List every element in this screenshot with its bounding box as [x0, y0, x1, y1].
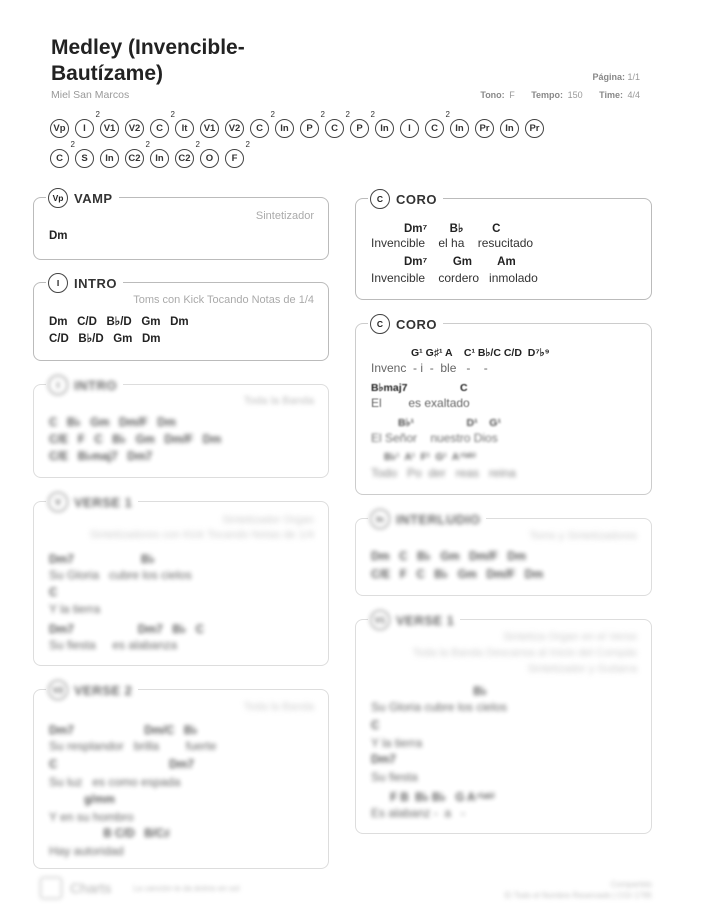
lyric-line: Invenc - i - ble - -	[371, 361, 488, 375]
lyric-line: Su resplandor brilla fuerte	[49, 739, 217, 753]
structure-bubble[interactable]	[100, 118, 119, 138]
structure-bubble[interactable]	[500, 118, 519, 138]
structure-bubble[interactable]	[50, 118, 69, 138]
repeat-count: 2	[345, 110, 350, 119]
structure-bubble[interactable]	[150, 110, 175, 138]
structure-label: It	[175, 119, 194, 138]
section-header	[46, 680, 138, 700]
chord-line: Dm7 Dm/C B♭	[49, 725, 198, 737]
structure-bubble[interactable]	[275, 118, 294, 138]
lyric-line: Su Gloria cubre los cielos	[371, 700, 508, 714]
structure-bubble[interactable]	[200, 118, 219, 138]
section-title: VERSE 1	[74, 494, 133, 510]
structure-bubble[interactable]	[300, 110, 325, 138]
chord-line: B♭¹ A¹ F¹ G¹ A⁷⁽ᵃᵇ⁾	[384, 452, 476, 463]
lyric-line: El Señor nuestro Dios	[371, 431, 498, 445]
section-note: Sintetizador Organ	[222, 514, 314, 526]
section-note: Toda la Banda	[243, 395, 314, 407]
structure-bubble[interactable]	[400, 118, 419, 138]
section-title: INTRO	[74, 275, 117, 291]
structure-label: In	[150, 149, 169, 168]
structure-label: In	[100, 149, 119, 168]
section-vamp[interactable]	[33, 190, 329, 260]
structure-bubble[interactable]	[250, 110, 275, 138]
chord-line: C	[49, 587, 58, 599]
structure-label: C	[150, 119, 169, 138]
key-label: Tono:	[480, 90, 505, 100]
page-label: Página:	[592, 72, 625, 82]
structure-label: F	[225, 149, 244, 168]
structure-label: V2	[125, 119, 144, 138]
section-coro[interactable]	[355, 191, 652, 300]
section-intro-full[interactable]	[33, 377, 329, 478]
structure-label: C	[325, 119, 344, 138]
chord-line: C	[371, 720, 380, 732]
structure-label: O	[200, 149, 219, 168]
repeat-count: 2	[320, 110, 325, 119]
structure-label: V1	[100, 119, 119, 138]
chord-line: Dm C B♭ Gm Dm/F Dm	[371, 551, 526, 563]
structure-bubble[interactable]	[175, 140, 200, 168]
section-note: Sintetizador	[255, 210, 314, 222]
section-intro[interactable]	[33, 275, 329, 361]
structure-label: V1	[200, 119, 219, 138]
song-structure	[50, 110, 650, 170]
section-verse-2[interactable]	[33, 682, 329, 869]
section-badge: C	[370, 189, 390, 209]
structure-bubble[interactable]	[425, 110, 450, 138]
structure-bubble[interactable]	[325, 110, 350, 138]
section-note: Sintetizadores con Kick Tocando Notas de 1/4	[89, 529, 314, 541]
chord-line: C Dm7	[49, 759, 195, 771]
chord-line: B♭maj7 C	[371, 382, 468, 394]
footer-brand: Charts	[70, 880, 112, 896]
section-title: VAMP	[74, 190, 113, 206]
tempo-value: 150	[567, 90, 583, 100]
structure-label: C	[50, 149, 69, 168]
section-badge: I	[48, 273, 68, 293]
lyric-line: Su fiesta	[371, 770, 418, 784]
time-label: Time:	[599, 90, 623, 100]
repeat-count: 2	[95, 110, 100, 119]
structure-bubble[interactable]	[200, 148, 219, 168]
footer-copyright	[505, 879, 652, 901]
section-title: VERSE 1	[396, 612, 455, 628]
structure-label: C2	[175, 149, 194, 168]
lyric-line: Hay autoridad	[49, 844, 124, 858]
footer	[40, 877, 240, 899]
structure-label: S	[75, 149, 94, 168]
structure-label: P	[350, 119, 369, 138]
structure-bubble[interactable]	[475, 118, 494, 138]
section-badge: In	[370, 509, 390, 529]
section-coro-2[interactable]	[355, 316, 652, 495]
chord-line: Dm	[49, 230, 68, 242]
chord-line: B C/D B/C♯	[49, 828, 170, 840]
section-badge: V2	[48, 680, 68, 700]
section-header	[368, 610, 460, 630]
structure-bubble[interactable]	[75, 110, 100, 138]
lyric-line: Y la tierra	[371, 736, 423, 750]
section-badge: Vp	[48, 188, 68, 208]
lyric-line: Es alabanz - a -	[371, 806, 466, 820]
section-header	[46, 273, 123, 293]
song-meta	[480, 90, 640, 100]
repeat-count: 2	[445, 110, 450, 119]
repeat-count: 2	[195, 140, 200, 149]
repeat-count: 2	[70, 140, 75, 149]
key-value: F	[509, 90, 515, 100]
footer-right-line-1: Compartido	[610, 880, 652, 889]
section-note: Toms y Sintetizadores	[529, 530, 637, 542]
chord-line: C/E F C B♭ Gm Dm/F Dm	[371, 569, 544, 581]
section-note: Toda la Banda Descansa al Inicio del Compás	[412, 647, 637, 659]
structure-label: Pr	[525, 119, 544, 138]
section-header	[46, 492, 138, 512]
chord-line: Dm⁷ Gm Am	[404, 256, 516, 268]
section-badge: V	[48, 492, 68, 512]
chord-line: C/D B♭/D Gm Dm	[49, 333, 161, 345]
page-indicator	[592, 72, 640, 82]
section-title: CORO	[396, 316, 437, 332]
chord-line: B♭	[371, 686, 487, 698]
song-title: Medley (Invencible-Bautízame)	[51, 36, 245, 85]
repeat-count: 2	[145, 140, 150, 149]
structure-label: In	[500, 119, 519, 138]
artist-name: Miel San Marcos	[51, 89, 130, 101]
structure-bubble[interactable]	[100, 148, 119, 168]
structure-label: C2	[125, 149, 144, 168]
chord-line: F B B♭ B♭ G A⁷⁽ᵃᵇ⁾	[371, 792, 495, 804]
structure-label: Pr	[475, 119, 494, 138]
section-interlude[interactable]	[355, 511, 652, 596]
section-badge: I	[48, 375, 68, 395]
chord-line: Dm C/D B♭/D Gm Dm	[49, 316, 189, 328]
section-title: VERSE 2	[74, 682, 133, 698]
structure-label: In	[450, 119, 469, 138]
structure-bubble[interactable]	[350, 110, 375, 138]
structure-bubble[interactable]	[50, 140, 75, 168]
structure-row-1	[50, 110, 650, 140]
structure-bubble[interactable]	[525, 118, 544, 138]
chord-line: Dm7	[371, 754, 396, 766]
structure-label: V2	[225, 119, 244, 138]
structure-label: In	[275, 119, 294, 138]
lyric-line: Invencible el ha resucitado	[371, 236, 534, 250]
structure-bubble[interactable]	[375, 118, 394, 138]
section-note: Sintetizador y Guitarra	[527, 663, 637, 675]
lyric-line: Y en su hombro	[49, 810, 134, 824]
section-note: Sintetiza Organ en el Verso	[503, 631, 637, 643]
chord-line: C/E B♭maj7 Dm7	[49, 451, 153, 463]
chord-line: g/mm	[49, 794, 115, 806]
chord-line: G¹ G♯¹ A C¹ B♭/C C/D D⁷♭⁹	[411, 347, 550, 359]
structure-label: C	[425, 119, 444, 138]
time-value: 4/4	[627, 90, 640, 100]
repeat-count: 2	[245, 140, 250, 149]
section-header	[368, 509, 486, 529]
chord-line: C/E F C B♭ Gm Dm/F Dm	[49, 434, 222, 446]
section-header	[368, 189, 443, 209]
structure-bubble[interactable]	[225, 118, 244, 138]
lyric-line: El es exaltado	[371, 396, 470, 410]
structure-label: In	[375, 119, 394, 138]
structure-label: I	[400, 119, 419, 138]
repeat-count: 2	[370, 110, 375, 119]
section-verse-1-repeat[interactable]	[355, 612, 652, 834]
lyric-line: Invencible cordero inmolado	[371, 271, 538, 285]
structure-bubble[interactable]	[125, 118, 144, 138]
chord-line: Dm7 B♭	[49, 554, 155, 566]
structure-label: Vp	[50, 119, 69, 138]
lyric-line: Su luz es como espada	[49, 775, 181, 789]
section-title: CORO	[396, 191, 437, 207]
footer-tagline: La canción te da ánimo en sol	[133, 883, 240, 893]
tempo-label: Tempo:	[531, 90, 564, 100]
lyric-line: Todo Po der reas reina	[371, 466, 516, 480]
page-value: 1/1	[627, 72, 640, 82]
structure-label: I	[75, 119, 94, 138]
structure-bubble[interactable]	[450, 118, 469, 138]
section-note: Toda la Banda	[243, 701, 314, 713]
section-title: INTRO	[74, 377, 117, 393]
section-header	[46, 375, 123, 395]
section-header	[368, 314, 443, 334]
chord-line: C B♭ Gm Dm/F Dm	[49, 417, 176, 429]
structure-bubble[interactable]	[225, 140, 250, 168]
structure-row-2	[50, 140, 650, 170]
repeat-count: 2	[270, 110, 275, 119]
section-title: INTERLUDIO	[396, 511, 481, 527]
structure-bubble[interactable]	[175, 118, 194, 138]
section-badge: C	[370, 314, 390, 334]
lyric-line: Su fiesta es alabanza	[49, 638, 178, 652]
structure-label: P	[300, 119, 319, 138]
section-badge: V1	[370, 610, 390, 630]
structure-bubble[interactable]	[125, 140, 150, 168]
lyric-line: Su Gloria cubre los cielos	[49, 568, 192, 582]
repeat-count: 2	[170, 110, 175, 119]
footer-right-line-2: El Todo el Nombre Reservado | CGI 1795	[504, 891, 652, 900]
lyric-line: Y la tierra	[49, 602, 101, 616]
logo-icon	[40, 877, 62, 899]
section-header	[46, 188, 119, 208]
structure-label: C	[250, 119, 269, 138]
chord-line: B♭¹ D¹ G¹	[398, 417, 501, 429]
chord-line: Dm7 Dm7 B♭ C	[49, 624, 204, 636]
structure-bubble[interactable]	[150, 148, 169, 168]
section-verse-1[interactable]	[33, 494, 329, 666]
section-note: Toms con Kick Tocando Notas de 1/4	[133, 294, 314, 306]
structure-bubble[interactable]	[75, 148, 94, 168]
chord-line: Dm⁷ B♭ C	[404, 223, 501, 235]
